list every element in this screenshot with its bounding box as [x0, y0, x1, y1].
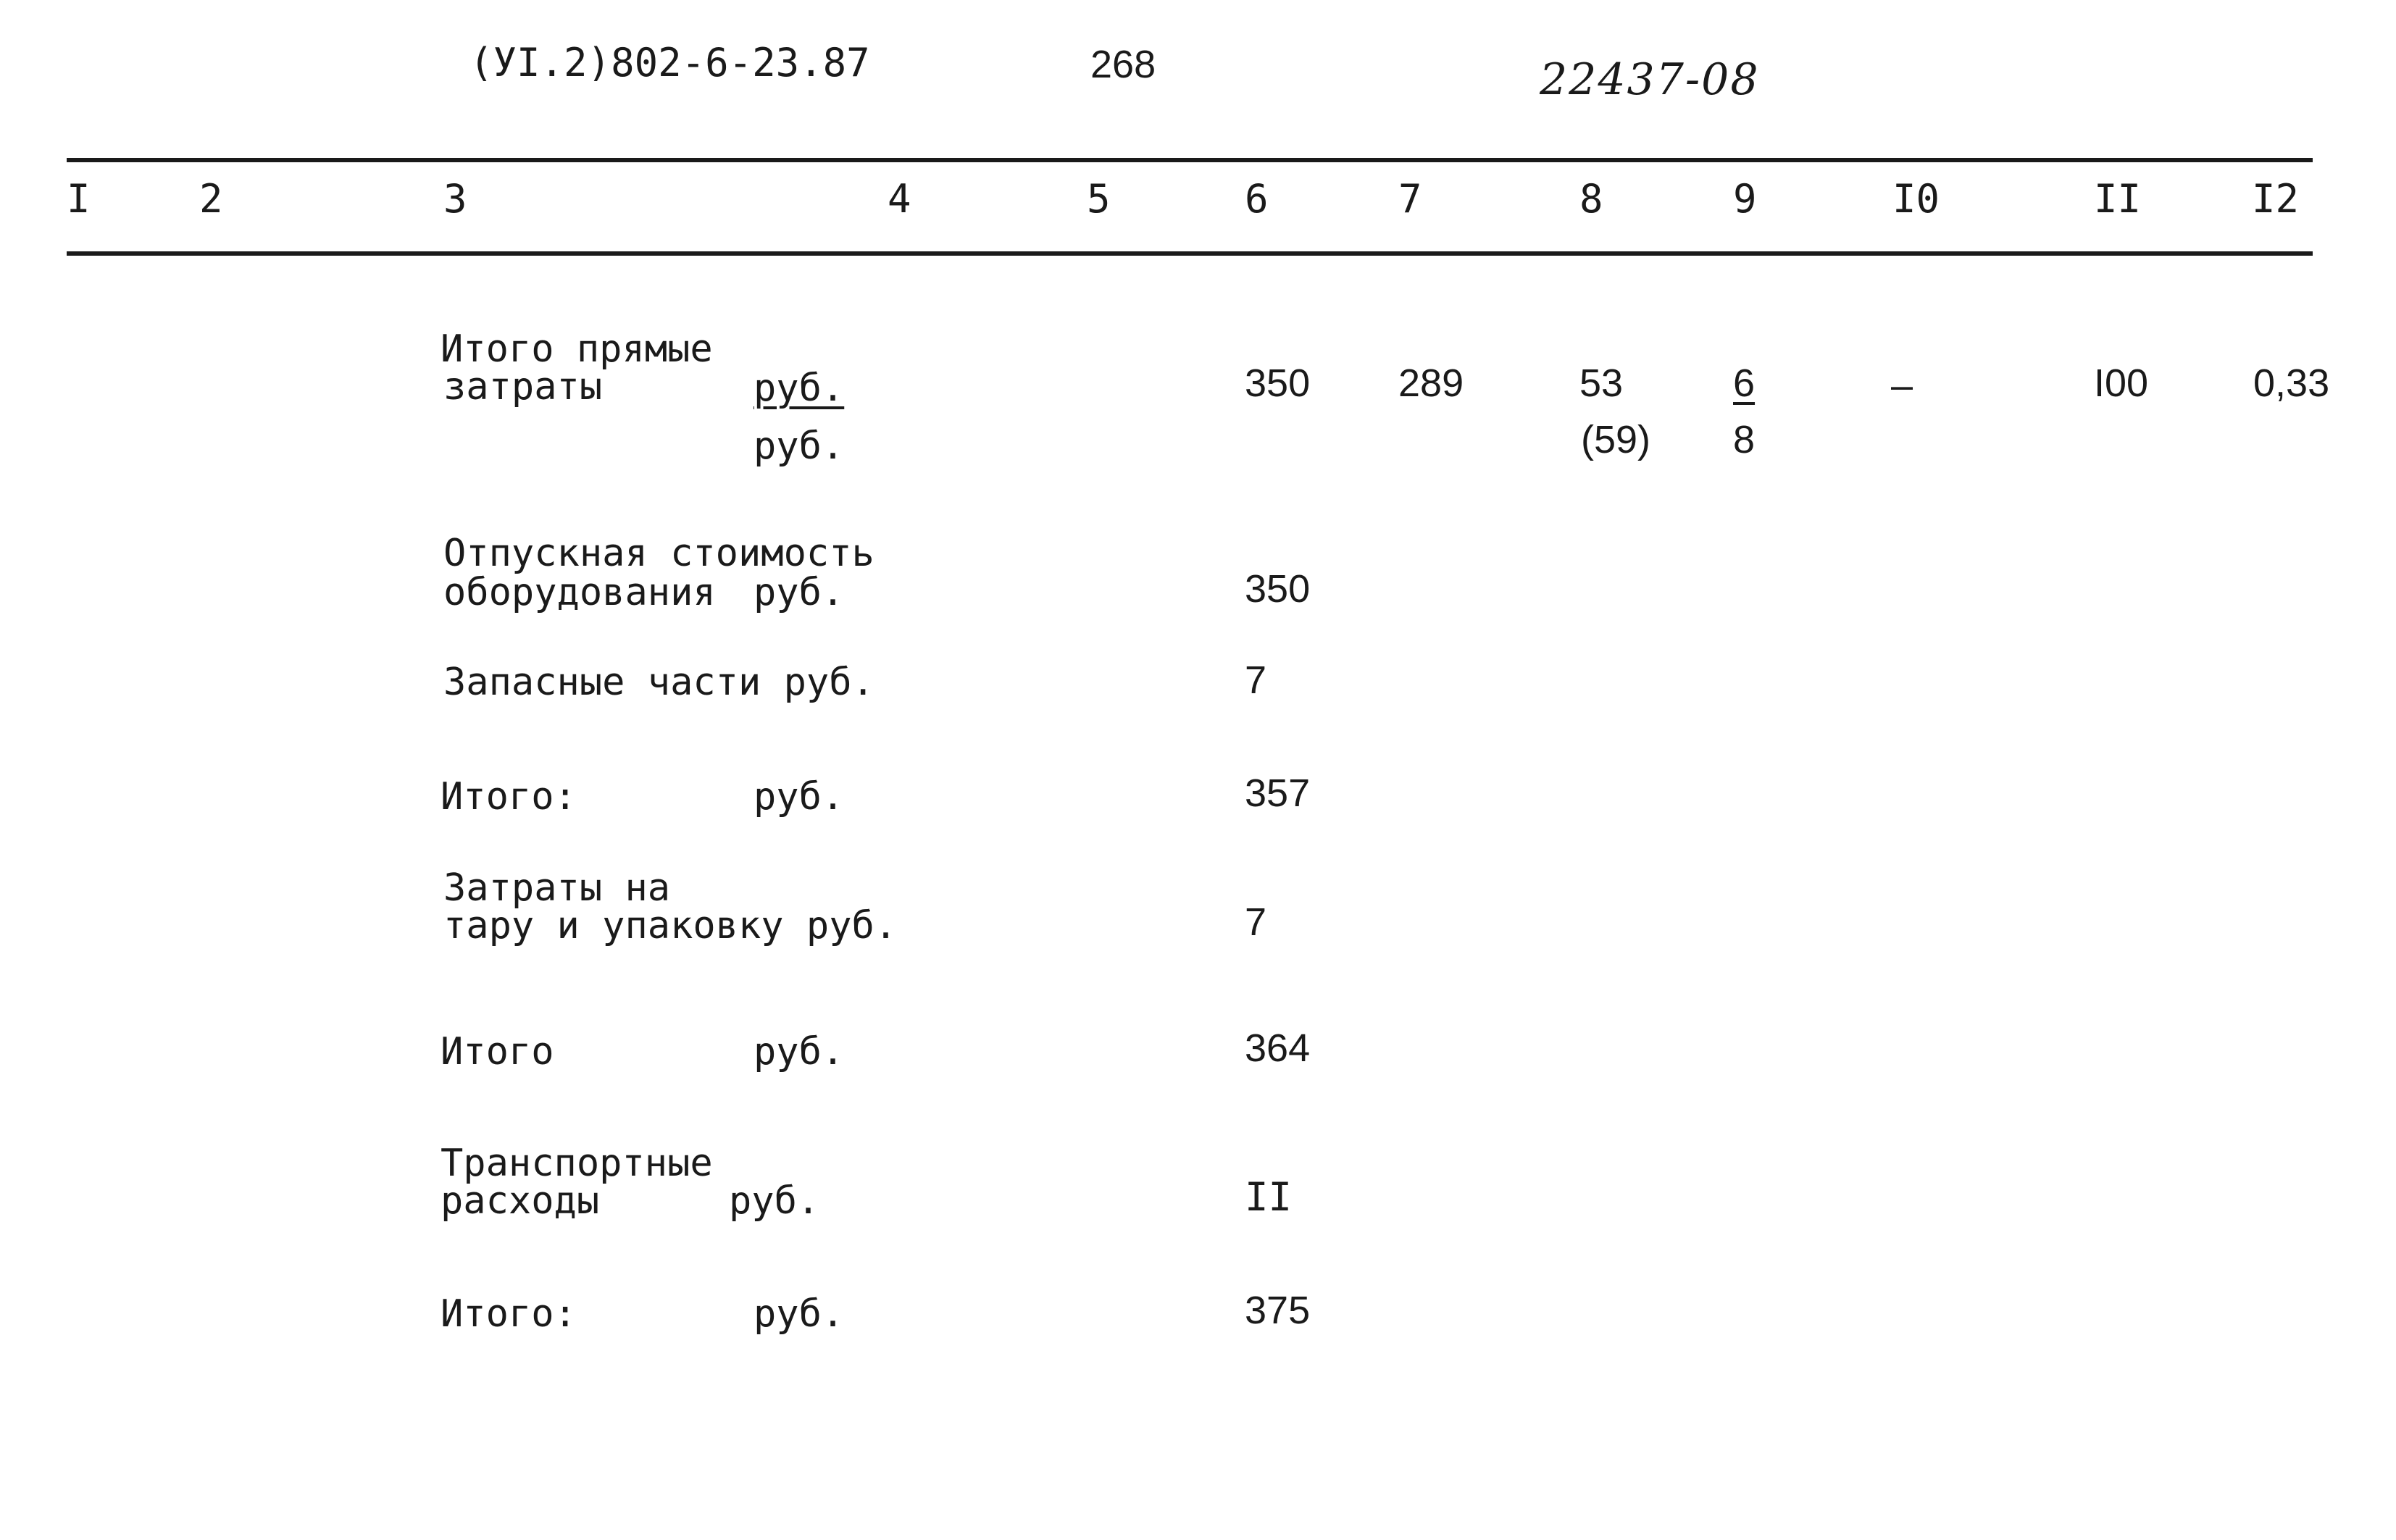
- column-number-3: 3: [443, 176, 467, 222]
- equipment-col6: 350: [1245, 567, 1311, 611]
- column-number-5: 5: [1087, 176, 1111, 222]
- direct-costs-col9-alt: 8: [1733, 418, 1756, 461]
- direct-costs-col11: I00: [2094, 361, 2149, 405]
- document-number: 22437-08: [1540, 54, 1760, 105]
- total3-unit: руб.: [754, 1292, 845, 1336]
- direct-costs-col8: 53: [1579, 361, 1624, 405]
- transport-col6: II: [1245, 1174, 1293, 1220]
- direct-costs-col12: 0,33: [2253, 361, 2330, 405]
- column-number-1: I: [67, 176, 91, 222]
- transport-label-line2: расходы: [441, 1179, 600, 1223]
- direct-costs-col9: 6: [1733, 361, 1756, 405]
- page-number: 268: [1090, 43, 1156, 86]
- column-number-9: 9: [1733, 176, 1757, 222]
- total2-col6: 364: [1245, 1026, 1311, 1070]
- total1-label: Итого:: [441, 775, 577, 819]
- column-number-2: 2: [199, 176, 223, 222]
- column-number-4: 4: [888, 176, 911, 222]
- direct-costs-col8-alt: (59): [1581, 418, 1651, 461]
- column-number-8: 8: [1579, 176, 1603, 222]
- table-header-bottom-rule: [67, 251, 2313, 256]
- transport-unit: руб.: [729, 1179, 820, 1223]
- document-code: (УI.2)802-6-23.87: [469, 40, 870, 85]
- column-number-11: II: [2094, 176, 2142, 222]
- total3-col6: 375: [1245, 1289, 1311, 1332]
- direct-costs-col10: –: [1891, 364, 1913, 407]
- packaging-col6: 7: [1245, 900, 1267, 944]
- direct-costs-label-line2: затраты: [443, 365, 603, 409]
- transport-label-line1: Транспортные: [441, 1142, 713, 1185]
- equipment-label-line1: Отпускная стоимость: [443, 532, 875, 575]
- direct-costs-unit-1: руб.: [754, 367, 845, 410]
- direct-costs-unit-2: руб.: [754, 424, 845, 468]
- column-number-6: 6: [1245, 176, 1269, 222]
- total1-col6: 357: [1245, 771, 1311, 815]
- total3-label: Итого:: [441, 1292, 577, 1336]
- total2-label: Итого: [441, 1030, 554, 1074]
- direct-costs-label-line1: Итого прямые: [441, 327, 713, 371]
- total2-unit: руб.: [754, 1030, 845, 1074]
- column-number-10: I0: [1892, 176, 1940, 222]
- spare-parts-col6: 7: [1245, 658, 1267, 702]
- column-number-12: I2: [2252, 176, 2300, 222]
- total1-unit: руб.: [754, 775, 845, 819]
- table-top-rule: [67, 158, 2313, 162]
- direct-costs-col6: 350: [1245, 361, 1311, 405]
- equipment-unit: руб.: [754, 571, 845, 614]
- spare-parts-label: Запасные части руб.: [443, 661, 875, 704]
- equipment-label-line2: оборудования: [443, 571, 716, 614]
- packaging-label-line2: тару и упаковку руб.: [443, 904, 898, 947]
- packaging-label-line1: Затраты на: [443, 866, 671, 910]
- direct-costs-col7: 289: [1398, 361, 1464, 405]
- column-number-7: 7: [1398, 176, 1422, 222]
